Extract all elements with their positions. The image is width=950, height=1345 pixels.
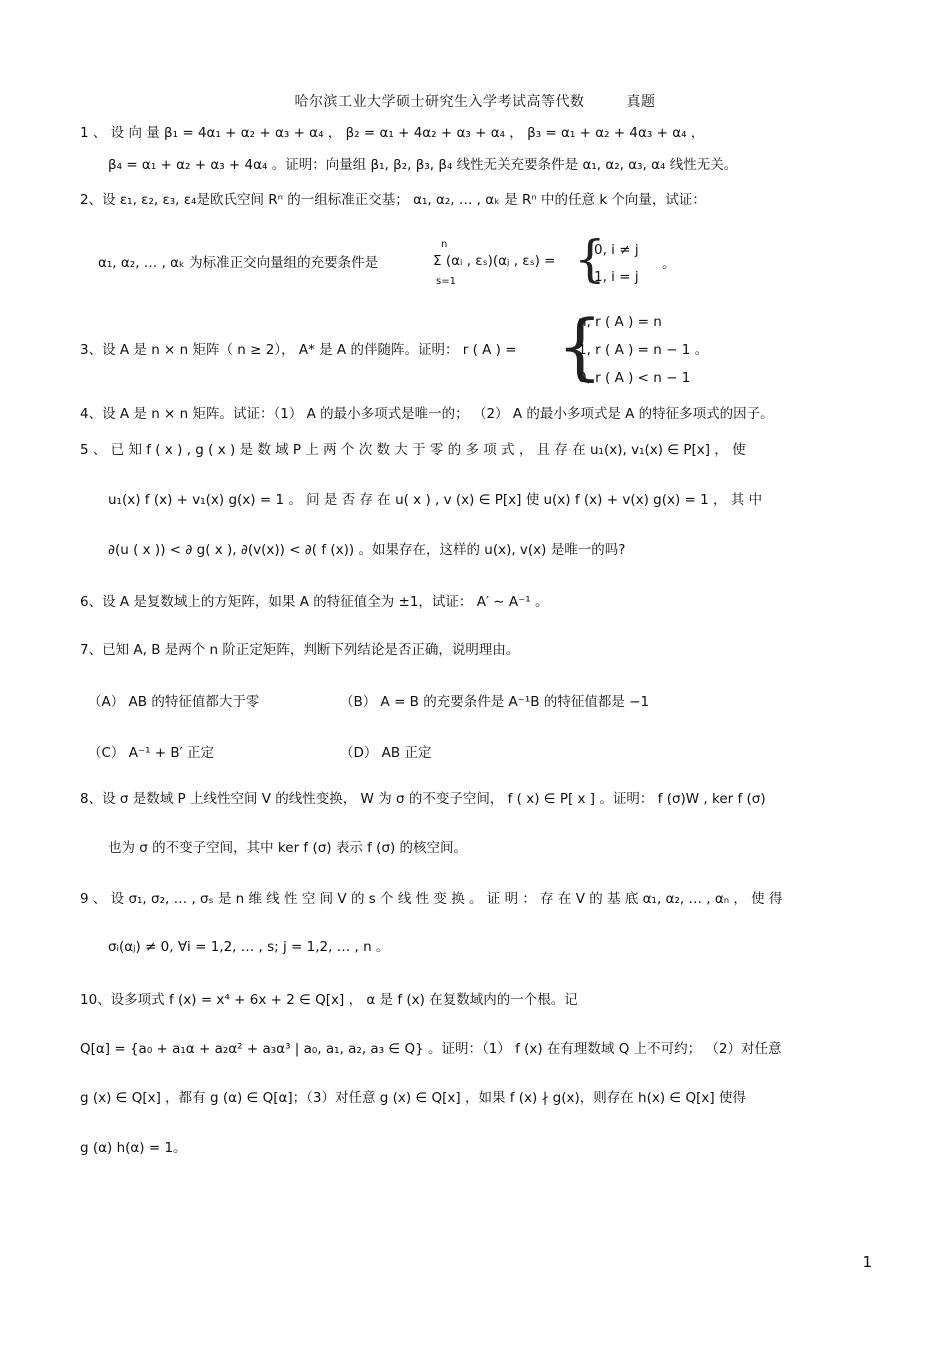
rank-case-0: 0, r ( A ) < n − 1 — [578, 370, 691, 386]
page-title — [0, 91, 950, 111]
rank-case-n: n, r ( A ) = n — [578, 314, 662, 330]
sum-expression: Σ (αᵢ , εₛ)(αⱼ , εₛ) = — [433, 253, 556, 269]
problem-10-line-2: Q[α] = {a₀ + a₁α + a₂α² + a₃α³ | a₀, a₁, a₂, a₃ ∈ Q} 。证明：（1） f (x) 在有理数域 Q 上不可约； （2）对任意 — [80, 1041, 782, 1057]
problem-2-line-1: 2、设 ε₁, ε₂, ε₃, ε₄是欧氏空间 Rⁿ 的一组标准正交基； α₁, α₂, … , αₖ 是 Rⁿ 中的任意 k 个向量，试证： — [80, 192, 706, 208]
sum-upper-limit: n — [441, 239, 448, 250]
problem-9-line-2: σᵢ(αⱼ) ≠ 0, ∀i = 1,2, … , s; j = 1,2, … , n 。 — [108, 939, 390, 955]
problem-9-line-1: 9 、 设 σ₁, σ₂, … , σₛ 是 n 维 线 性 空 间 V 的 s 个 线 性 变 换 。 证 明 ： 存 在 V 的 基 底 α₁, α₂, … , αₙ ， 使 得 — [80, 891, 783, 907]
problem-7-option-c: （C） A⁻¹ + B′ 正定 — [88, 745, 215, 761]
problem-5-line-1: 5 、 已 知 f ( x ) , g ( x ) 是 数 域 P 上 两 个 次 数 大 于 零 的 多 项 式 ， 且 存 在 u₁(x), v₁(x) ∈ P[x] ， 使 — [80, 442, 746, 458]
problem-10-line-4: g (α) h(α) = 1。 — [80, 1140, 187, 1156]
problem-7-option-a: （A） AB 的特征值都大于零 — [88, 694, 260, 710]
problem-5-line-3: ∂(u ( x )) < ∂ g( x ), ∂(v(x)) < ∂( f (x)) 。如果存在，这样的 u(x), v(x) 是唯一的吗? — [108, 542, 626, 558]
problem-3-line: 3、设 A 是 n × n 矩阵（ n ≥ 2）， A* 是 A 的伴随阵。证明： r ( A ) = — [80, 342, 517, 358]
problem-4-line: 4、设 A 是 n × n 矩阵。试证：（1） A 的最小多项式是唯一的； （2） A 的最小多项式是 A 的特征多项式的因子。 — [80, 406, 774, 422]
problem-8-line-2: 也为 σ 的不变子空间，其中 ker f (σ) 表示 f (σ) 的核空间。 — [108, 840, 468, 856]
problem-8-line-1: 8、设 σ 是数域 P 上线性空间 V 的线性变换， W 为 σ 的不变子空间， f ( x) ∈ P[ x ] 。证明： f (σ)W , ker f (σ) — [80, 791, 766, 807]
problem-1-line-2: β₄ = α₁ + α₂ + α₃ + 4α₄ 。证明：向量组 β₁, β₂, β₃, β₄ 线性无关充要条件是 α₁, α₂, α₃, α₄ 线性无关。 — [108, 157, 738, 173]
case-i-eq-j: 1, i = j — [594, 269, 639, 285]
problem-6-line: 6、设 A 是复数域上的方矩阵，如果 A 的特征值全为 ±1，试证： A′ ∼ A⁻¹ 。 — [80, 594, 549, 610]
title-suffix: 真题 — [626, 94, 656, 110]
problem-1-line-1: 1 、 设 向 量 β₁ = 4α₁ + α₂ + α₃ + α₄ ， β₂ = α₁ + 4α₂ + α₃ + α₄ ， β₃ = α₁ + α₂ + 4α₃ + α₄ ， — [80, 125, 705, 141]
problem-2-end: 。 — [662, 256, 676, 272]
problem-7-option-b: （B） A = B 的充要条件是 A⁻¹B 的特征值都是 −1 — [340, 694, 650, 710]
case-i-not-j: 0, i ≠ j — [594, 242, 639, 258]
problem-2-line-2: α₁, α₂, … , αₖ 为标准正交向量组的充要条件是 — [98, 255, 379, 271]
rank-case-1: 1, r ( A ) = n − 1 。 — [578, 342, 709, 358]
title-main: 哈尔滨工业大学硕士研究生入学考试高等代数 — [294, 94, 585, 110]
problem-7-option-d: （D） AB 正定 — [340, 745, 432, 761]
problem-10-line-1: 10、设多项式 f (x) = x⁴ + 6x + 2 ∈ Q[x] ， α 是 f (x) 在复数域内的一个根。记 — [80, 992, 578, 1008]
problem-5-line-2: u₁(x) f (x) + v₁(x) g(x) = 1 。 问 是 否 存 在 u( x ) , v (x) ∈ P[x] 使 u(x) f (x) + v(x) g(x) = 1 ， 其 中 — [108, 492, 763, 508]
sum-lower-limit: s=1 — [436, 276, 456, 287]
cases-brace: { — [574, 230, 606, 288]
problem-10-line-3: g (x) ∈ Q[x] ，都有 g (α) ∈ Q[α]；（3）对任意 g (x) ∈ Q[x] ，如果 f (x) ∤ g(x)，则存在 h(x) ∈ Q[x] 使得 — [80, 1090, 746, 1106]
rank-cases-brace: { — [557, 304, 603, 388]
problem-7-line: 7、已知 A, B 是两个 n 阶正定矩阵，判断下列结论是否正确，说明理由。 — [80, 642, 520, 658]
page-number: 1 — [862, 1253, 872, 1271]
